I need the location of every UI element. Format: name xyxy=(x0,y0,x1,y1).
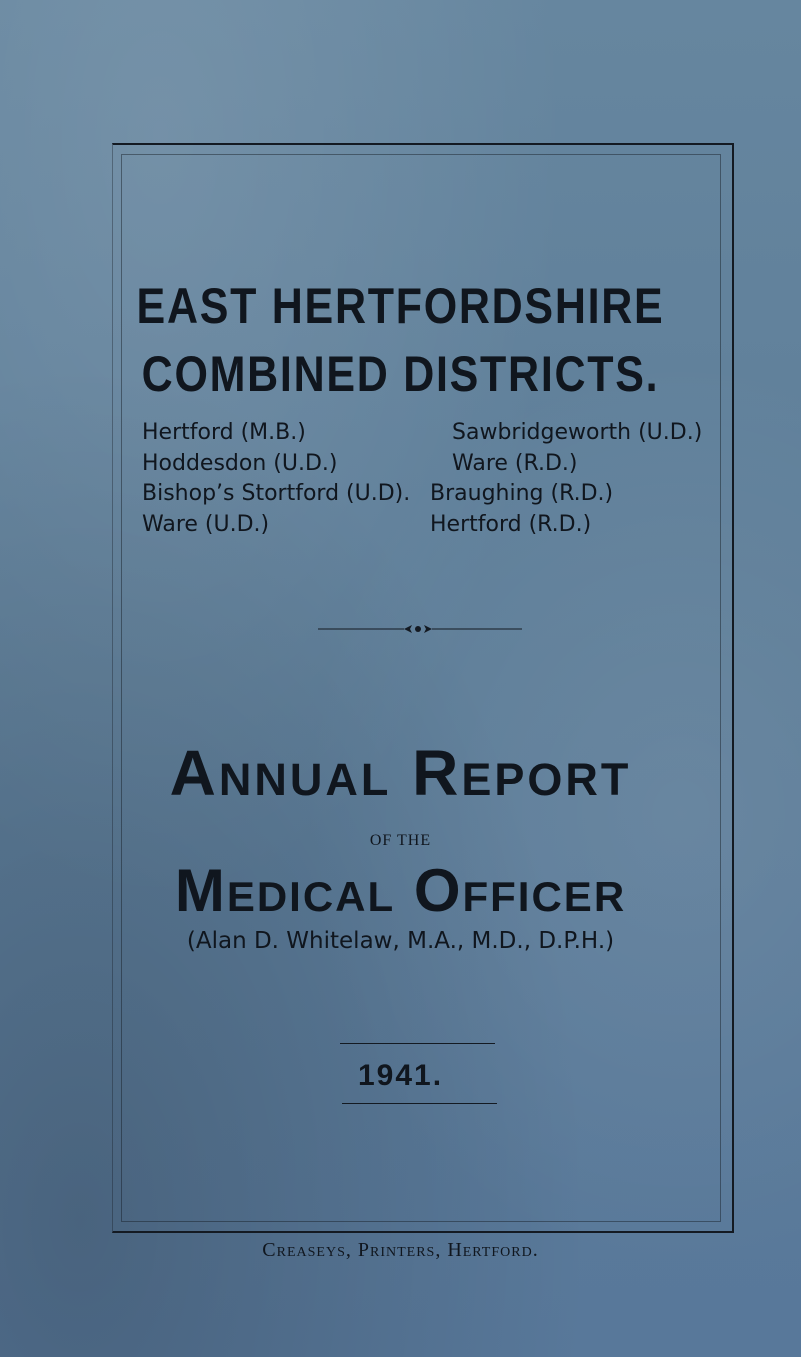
district-left-4: Ware (U.D.) xyxy=(142,512,270,537)
year-rule-top xyxy=(340,1043,495,1044)
title-line-1: EAST HERTFORDSHIRE xyxy=(136,278,665,334)
author-line: (Alan D. Whitelaw, M.A., M.D., D.P.H.) xyxy=(186,928,615,954)
district-left-3: Bishop’s Stortford (U.D). xyxy=(142,481,411,506)
district-left-2: Hoddesdon (U.D.) xyxy=(142,451,338,476)
year-rule-bottom xyxy=(342,1103,497,1104)
of-the-text: OF THE xyxy=(369,832,432,849)
district-right-3: Braughing (R.D.) xyxy=(430,481,614,506)
district-left-1: Hertford (M.B.) xyxy=(142,420,306,445)
printer-imprint: Creaseys, Printers, Hertford. xyxy=(262,1239,539,1261)
district-right-4: Hertford (R.D.) xyxy=(430,512,592,537)
title-line-2: COMBINED DISTRICTS. xyxy=(141,346,660,402)
medical-officer-heading: Medical Officer xyxy=(174,857,627,924)
district-right-1: Sawbridgeworth (U.D.) xyxy=(452,420,703,445)
district-right-2: Ware (R.D.) xyxy=(452,451,578,476)
annual-report-heading: Annual Report xyxy=(169,737,632,809)
ornament-divider xyxy=(318,622,522,636)
report-year: 1941. xyxy=(357,1059,444,1092)
